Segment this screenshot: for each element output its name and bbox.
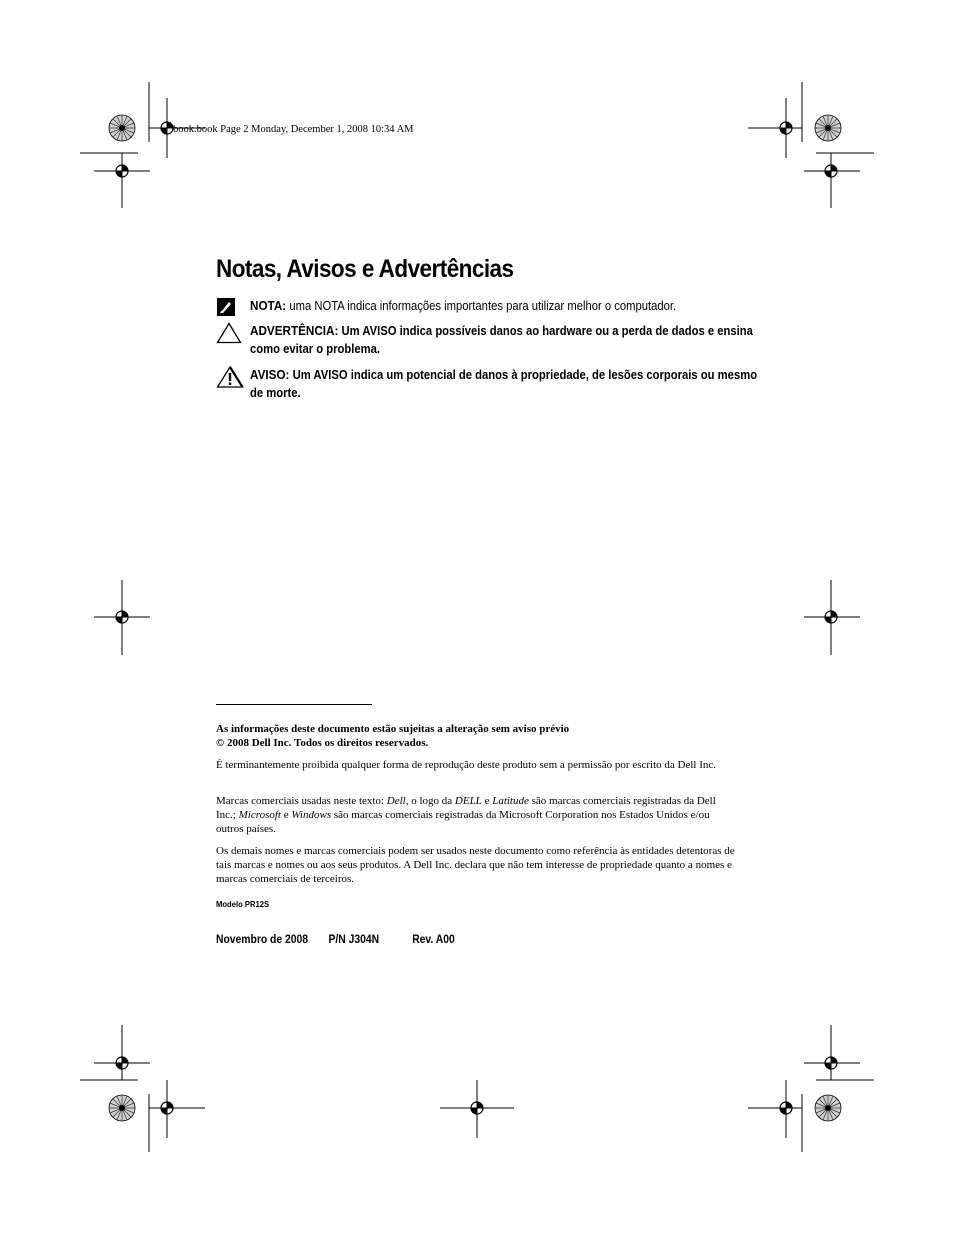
page-title: Notas, Avisos e Advertências	[216, 255, 514, 283]
tm-text: são marcas comerciais registradas da Microsoft Corporation nos Estados Unidos e/ou outros países.	[216, 809, 710, 835]
reproduction-text: É terminantemente proibida qualquer forma de reprodução deste produto sem a permissão por escrito da Dell Inc.	[216, 759, 717, 771]
tm-text: e	[481, 795, 493, 807]
legal-header	[216, 722, 736, 750]
copyright-line: © 2008 Dell Inc. Todos os direitos reservados.	[216, 737, 429, 749]
trademarks-paragraph	[216, 794, 736, 836]
tm-text: são marcas comerciais registradas da Dell Inc.;	[216, 795, 716, 821]
print-slug: book.book Page 2 Monday, December 1, 2008 10:34 AM	[173, 124, 414, 135]
tm-dell-logo: DELL	[454, 795, 482, 807]
tm-text: Marcas comerciais usadas neste texto:	[216, 795, 387, 807]
caution-label: ADVERTÊNCIA:	[250, 323, 339, 338]
third-party-text: Os demais nomes e marcas comerciais podem ser usados neste documento como referência às entidades detentoras de tais marcas e nomes ou aos seus produtos. A Dell Inc. declara que não tem interesse de propriedade quanto a nomes e marcas comerciais de terceiros.	[216, 845, 735, 885]
footer-revision: Rev. A00	[412, 934, 455, 946]
tm-text: , o logo da	[405, 795, 455, 807]
tm-text: e	[280, 809, 292, 821]
footnote-rule	[216, 704, 372, 705]
tm-windows: Windows	[291, 809, 332, 821]
reproduction-paragraph	[216, 758, 736, 772]
caution-notice	[216, 322, 756, 358]
third-party-paragraph	[216, 844, 736, 886]
warning-notice	[216, 366, 756, 402]
warning-label: AVISO:	[250, 367, 290, 382]
note-text: uma NOTA indica informações importantes para utilizar melhor o computador.	[289, 299, 677, 313]
caution-text: Um AVISO indica possíveis danos ao hardware ou a perda de dados e ensina como evitar o problema.	[250, 324, 753, 356]
warning-exclamation-icon	[216, 366, 244, 393]
footer-date: Novembro de 2008	[216, 934, 309, 946]
note-pencil-icon	[216, 297, 236, 322]
legal-change-notice: As informações deste documento estão sujeitas a alteração sem aviso prévio	[216, 723, 570, 735]
footer-part-number: P/N J304N	[328, 934, 380, 946]
warning-text: Um AVISO indica um potencial de danos à propriedade, de lesões corporais ou mesmo de morte.	[250, 368, 758, 400]
note-label: NOTA:	[250, 298, 287, 313]
trademarks-text	[216, 794, 736, 836]
model-number: Modelo PR12S	[216, 899, 270, 909]
note-notice	[216, 297, 756, 315]
footer-info	[216, 934, 455, 946]
tm-dell: Dell	[386, 795, 406, 807]
caution-triangle-icon	[216, 322, 242, 349]
tm-latitude: Latitude	[492, 795, 529, 807]
tm-microsoft: Microsoft	[238, 809, 281, 821]
